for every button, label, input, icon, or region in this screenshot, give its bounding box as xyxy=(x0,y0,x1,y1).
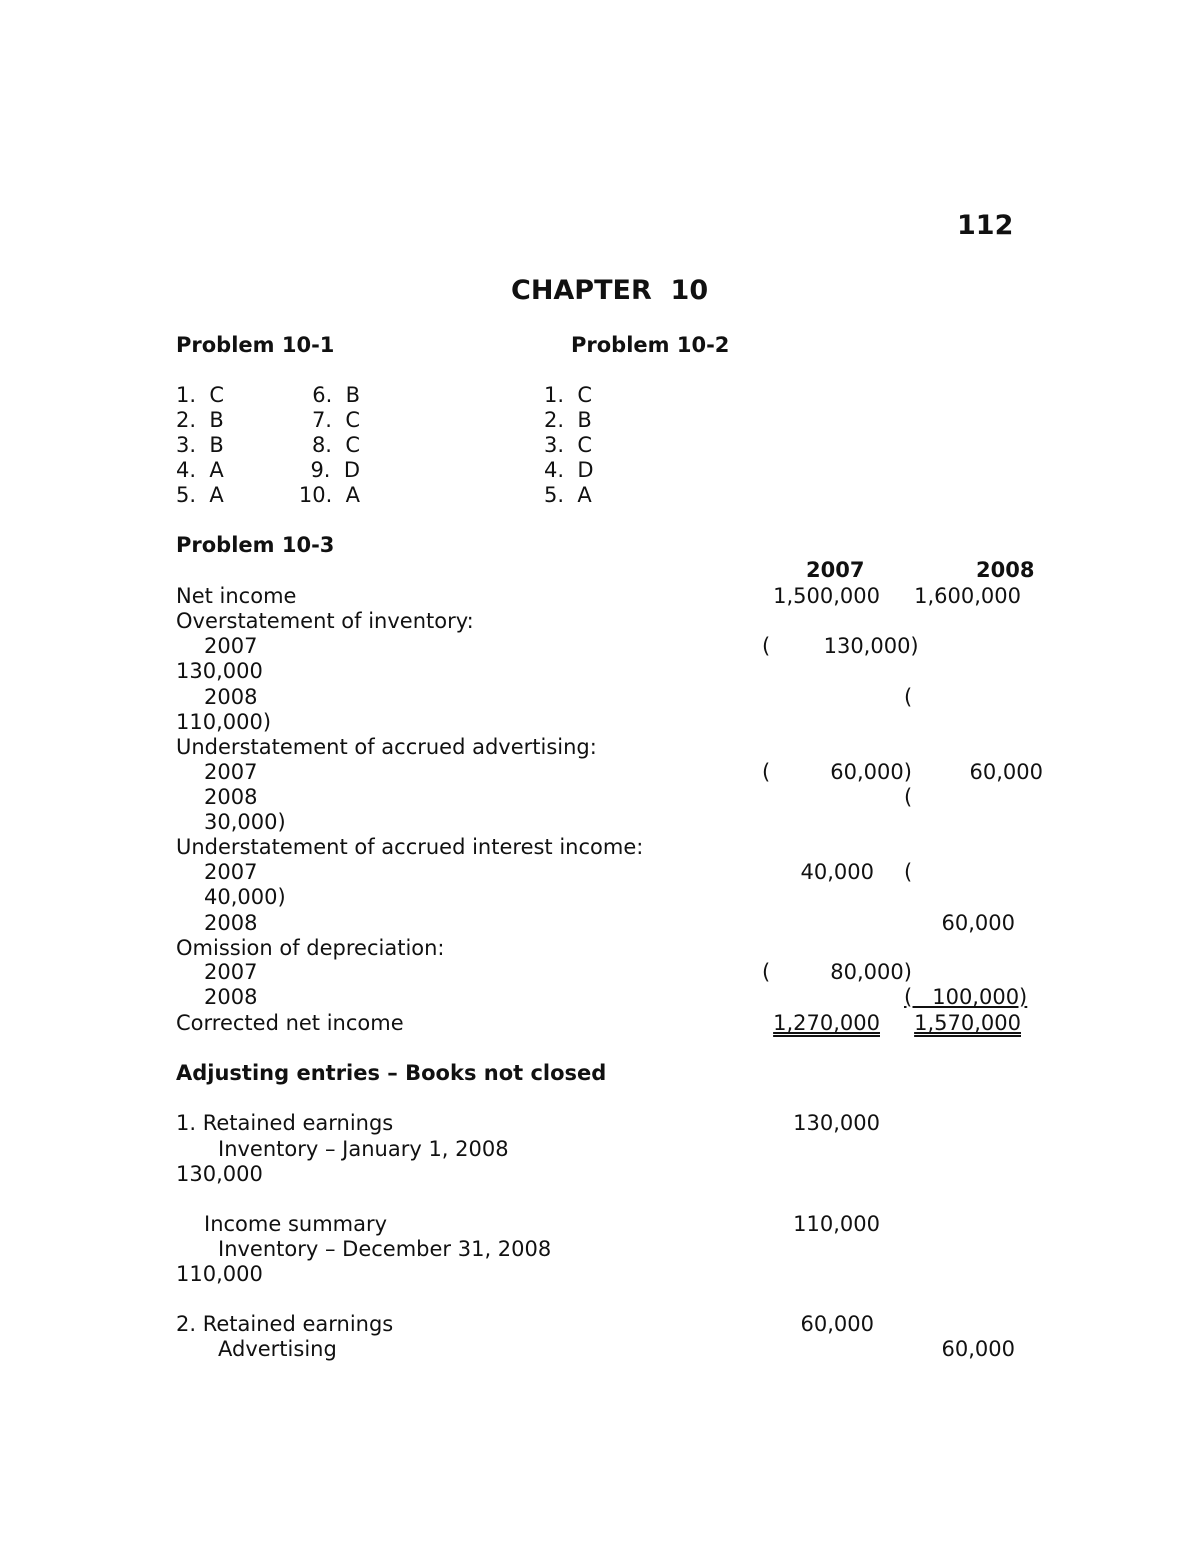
inventory-2007-adjustment: ( 130,000) xyxy=(762,634,919,658)
answer-item: 3. B xyxy=(176,433,224,457)
interest-2008-adjustment: 60,000 xyxy=(941,911,1015,935)
overstatement-inventory-label: Overstatement of inventory: xyxy=(176,609,474,633)
accrued-advertising-label: Understatement of accrued advertising: xyxy=(176,735,597,759)
depreciation-2007-adjustment: ( 80,000) xyxy=(762,960,912,984)
advertising-2007-adjustment-2008: 60,000 xyxy=(969,760,1043,784)
entry-debit-amount: 130,000 xyxy=(793,1111,880,1135)
corrected-net-income-label: Corrected net income xyxy=(176,1011,404,1035)
entry-debit-amount: 110,000 xyxy=(793,1212,880,1236)
answer-item: 3. C xyxy=(544,433,593,457)
net-income-label: Net income xyxy=(176,584,297,608)
column-header-2007: 2007 xyxy=(806,558,865,582)
accrued-interest-label: Understatement of accrued interest income: xyxy=(176,835,644,859)
entry-credit-amount: 60,000 xyxy=(941,1337,1015,1361)
year-label: 2008 xyxy=(204,785,258,809)
entry-debit-account: Income summary xyxy=(204,1212,388,1236)
entry-credit-account: Inventory – December 31, 2008 xyxy=(218,1237,552,1261)
answer-item: 7. C xyxy=(311,408,360,432)
year-label: 2008 xyxy=(204,685,258,709)
answer-item: 9. D xyxy=(310,458,360,482)
entry-credit-account: Advertising xyxy=(218,1337,337,1361)
entry-debit-account: 1. Retained earnings xyxy=(176,1111,394,1135)
year-label: 2007 xyxy=(204,860,258,884)
depreciation-2008-adjustment: ( 100,000) xyxy=(904,985,1028,1009)
answer-item: 4. D xyxy=(544,458,594,482)
year-label: 2008 xyxy=(204,911,258,935)
problem-10-1-heading: Problem 10-1 xyxy=(176,333,335,357)
entry-debit-account: 2. Retained earnings xyxy=(176,1312,394,1336)
paren: ( xyxy=(904,685,913,709)
corrected-net-income-2007: 1,270,000 xyxy=(773,1011,880,1035)
answer-item: 2. B xyxy=(176,408,224,432)
entry-credit-amount: 130,000 xyxy=(176,1162,263,1186)
problem-10-3-heading: Problem 10-3 xyxy=(176,533,335,557)
answer-item: 5. A xyxy=(544,483,592,507)
advertising-2007-adjustment: ( 60,000) xyxy=(762,760,912,784)
paren: ( xyxy=(904,860,913,884)
corrected-net-income-2008: 1,570,000 xyxy=(914,1011,1021,1035)
answer-item: 1. C xyxy=(176,383,225,407)
depreciation-label: Omission of depreciation: xyxy=(176,936,445,960)
entry-credit-account: Inventory – January 1, 2008 xyxy=(218,1137,509,1161)
interest-2007-adjustment-2008: 40,000) xyxy=(204,885,286,909)
answer-item: 10. A xyxy=(298,483,360,507)
net-income-2007: 1,500,000 xyxy=(773,584,880,608)
adjusting-entries-heading: Adjusting entries – Books not closed xyxy=(176,1061,607,1085)
answer-item: 2. B xyxy=(544,408,592,432)
page-number: 112 xyxy=(957,210,1014,241)
double-rule xyxy=(768,985,863,1010)
inventory-2008-adjustment: 110,000) xyxy=(176,710,272,734)
year-label: 2007 xyxy=(204,634,258,658)
inventory-2007-adjustment-2008: 130,000 xyxy=(176,659,263,683)
paren: ( xyxy=(904,785,913,809)
advertising-2008-adjustment: 30,000) xyxy=(204,810,286,834)
year-label: 2008 xyxy=(204,985,258,1009)
answer-item: 4. A xyxy=(176,458,224,482)
answer-item: 8. C xyxy=(311,433,360,457)
answer-item: 6. B xyxy=(312,383,360,407)
year-label: 2007 xyxy=(204,960,258,984)
column-header-2008: 2008 xyxy=(976,558,1035,582)
answer-item: 5. A xyxy=(176,483,224,507)
entry-credit-amount: 110,000 xyxy=(176,1262,263,1286)
year-label: 2007 xyxy=(204,760,258,784)
answer-item: 1. C xyxy=(544,383,593,407)
problem-10-2-heading: Problem 10-2 xyxy=(571,333,730,357)
chapter-title: CHAPTER 10 xyxy=(511,275,709,306)
entry-debit-amount: 60,000 xyxy=(800,1312,874,1336)
interest-2007-adjustment: 40,000 xyxy=(800,860,874,884)
net-income-2008: 1,600,000 xyxy=(914,584,1021,608)
